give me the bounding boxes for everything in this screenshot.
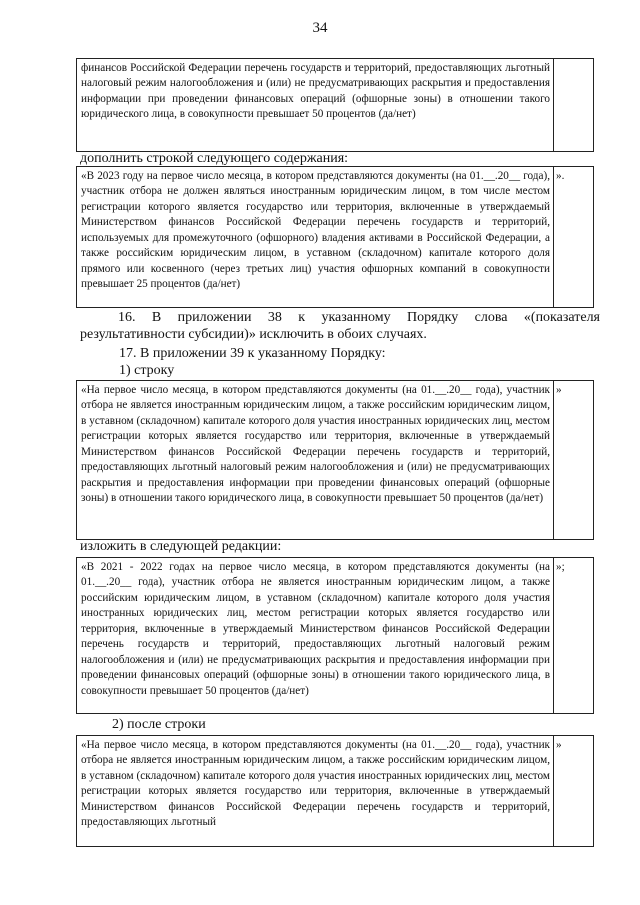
table-cell-mark: ». <box>556 170 565 182</box>
instruction-line: дополнить строкой следующего содержания: <box>80 151 349 166</box>
table-cell-text: «В 2023 году на первое число месяца, в котором представляются документы (на 01.__.20__ года), участник отбора не должен являться иностранным юридическим лицом, в том числе местом регистрации которого является государство или территория, включенные в утверждаемый Министерством финансов Российской Федерации перечень государств и территорий, используемых для промежуточного (офшорного) владения активами в Российской Федерации, а также российским юридическим лицом, в уставном (складочном) капитале которого доля прямого или косвенного (через третьих лиц) участия офшорных компаний в совокупности превышает 25 процентов (да/нет) <box>77 167 554 307</box>
table-row-new <box>76 166 594 308</box>
table-cell-text: «В 2021 - 2022 годах на первое число месяца, в котором представляются документы (на 01.__.20__ года), участник отбора не является иностранным юридическим лицом, а также российским юридическим лицом, в уставном (складочном) капитале которого доля участия иностранных юридических лиц, местом регистрации которых является государство или территория, включенные в утверждаемый Министерством финансов Российской Федерации перечень государств и территорий, предоставляющих льготный налоговый режим налогообложения и (или) не предусматривающих раскрытия и предоставления информации при проведении финансовых операций (офшорные зоны) в отношении такого юридического лица, в совокупности превышает 50 процентов (да/нет) <box>77 558 554 713</box>
paragraph-17: 17. В приложении 39 к указанному Порядку: <box>119 346 386 361</box>
subitem-1: 1) строку <box>119 363 175 378</box>
table-cell-text: «На первое число месяца, в котором представляются документы (на 01.__.20__ года), участник отбора не является иностранным юридическим лицом, а также российским юридическим лицом, в уставном (складочном) капитале которого доля участия иностранных юридических лиц, местом регистрации которых является государство или территория, включенные в утверждаемый Министерством финансов Российской Федерации перечень государств и территорий, предоставляющих льготный налоговый режим налогообложения и (или) не предусматривающих раскрытия и предоставления информации при проведении финансовых операций (офшорные зоны) в отношении такого юридического лица, в совокупности превышает 50 процентов (да/нет) <box>77 381 554 539</box>
table-cell-mark: »; <box>556 561 565 573</box>
subitem-2: 2) после строки <box>112 717 206 732</box>
table-row-after <box>76 735 594 847</box>
table-cell-mark: » <box>556 384 562 396</box>
table-row-continued <box>76 58 594 152</box>
table-cell-text: финансов Российской Федерации перечень государств и территорий, предоставляющих льготный налоговый режим налогообложения и (или) не предусматривающих раскрытия и предоставления информации при проведении финансовых операций (офшорные зоны) в отношении такого юридического лица, в совокупности превышает 50 процентов (да/нет) <box>77 59 554 151</box>
table-row-replacement <box>76 557 594 714</box>
table-row-old <box>76 380 594 540</box>
instruction-line: изложить в следующей редакции: <box>80 539 282 554</box>
paragraph-16: 16. В приложении 38 к указанному Порядку слова «(показателя результативности субсидии)» исключить в обоих случаях. <box>80 310 600 342</box>
table-cell-mark <box>554 59 593 151</box>
table-cell-text: «На первое число месяца, в котором представляются документы (на 01.__.20__ года), участник отбора не является иностранным юридическим лицом, а также российским юридическим лицом, в уставном (складочном) капитале которого доля участия иностранных юридических лиц, местом регистрации которых является государство или территория, включенные в утверждаемый Министерством финансов Российской Федерации перечень государств и территорий, предоставляющих льготный <box>77 736 554 846</box>
table-cell-mark: » <box>556 739 562 751</box>
page-number: 34 <box>312 20 328 36</box>
